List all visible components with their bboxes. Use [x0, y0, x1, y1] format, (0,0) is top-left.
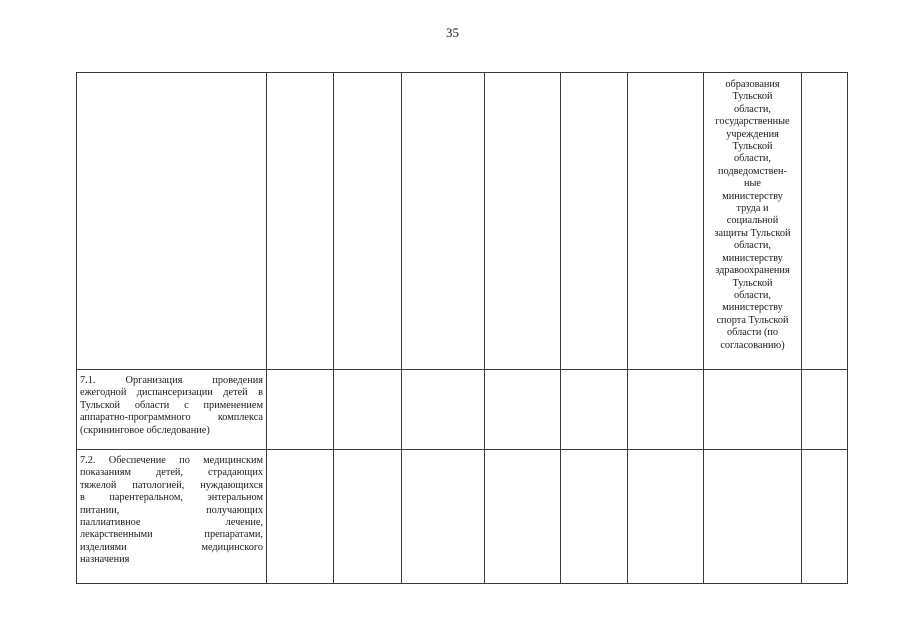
description-line: ежегодной диспансеризации детей в — [80, 387, 263, 399]
table-cell — [802, 450, 848, 584]
executor-line: министерству — [722, 190, 783, 202]
page-number: 35 — [446, 25, 459, 40]
executor-line: здравоохранения — [715, 265, 790, 277]
table-cell — [402, 73, 485, 370]
table-cell — [561, 450, 628, 584]
executor-line: спорта Тульской — [716, 314, 789, 326]
executor-line: труда и — [736, 203, 769, 215]
executor-line: учреждения — [726, 128, 779, 140]
description-line: питании, получающих — [80, 504, 263, 516]
executor-line: образования — [725, 79, 780, 90]
table-cell — [77, 73, 267, 370]
measure-description-7-1 — [77, 370, 267, 450]
executor-line: области, — [734, 240, 771, 252]
table-cell — [704, 370, 802, 450]
executor-line: защиты Тульской — [714, 227, 791, 239]
description-line: тяжелой патологией, нуждающихся — [80, 479, 263, 491]
table-cell — [628, 73, 704, 370]
executor-line: области, — [734, 289, 771, 301]
table-cell — [561, 73, 628, 370]
measure-description-7-2 — [77, 450, 267, 584]
executor-line: области (по — [726, 327, 779, 339]
executor-line: области, — [734, 103, 771, 115]
table-cell — [402, 370, 485, 450]
description-line: 7.2. Обеспечение по медицинским — [80, 455, 263, 466]
description-line: лекарственными препаратами, — [80, 529, 263, 541]
table-cell — [485, 450, 561, 584]
description-line: 7.1. Организация проведения — [80, 375, 263, 386]
table-cell — [267, 450, 334, 584]
executor-line: ные — [744, 178, 761, 190]
description-line: аппаратно-программного комплекса — [80, 412, 263, 424]
table-cell — [628, 370, 704, 450]
table-cell — [485, 370, 561, 450]
description-line: изделиями медицинского — [80, 541, 263, 553]
executor-line: согласованию) — [720, 339, 785, 351]
executor-line: Тульской — [732, 277, 773, 289]
description-line: в парентеральном, энтеральном — [80, 492, 263, 504]
table-cell — [485, 73, 561, 370]
executor-line: социальной — [726, 215, 779, 227]
table-cell — [704, 450, 802, 584]
table-row-7-2 — [77, 450, 848, 584]
table-cell — [334, 370, 402, 450]
table-row-7-1 — [77, 370, 848, 450]
executor-line: Тульской — [732, 141, 773, 153]
table-cell — [402, 450, 485, 584]
description-line: Тульской области с применением — [80, 399, 263, 411]
executors-cell — [704, 73, 802, 370]
table-cell — [802, 73, 848, 370]
executor-line: области, — [734, 153, 771, 165]
table-cell — [802, 370, 848, 450]
executor-line: министерству — [722, 252, 783, 264]
table-cell — [334, 73, 402, 370]
executor-line: государственные — [715, 116, 790, 128]
table-cell — [267, 73, 334, 370]
description-line: назначения — [80, 554, 130, 566]
table-cell — [561, 370, 628, 450]
table-cell — [334, 450, 402, 584]
description-line: (скрининговое обследование) — [80, 424, 210, 436]
executor-line: министерству — [722, 302, 783, 314]
description-line: показаниям детей, страдающих — [80, 467, 263, 479]
description-line: паллиативное лечение, — [80, 517, 263, 529]
table-cell — [628, 450, 704, 584]
executor-line: подведомствен- — [718, 165, 787, 177]
executor-line: Тульской — [732, 91, 773, 103]
continuation-row — [77, 73, 848, 370]
measures-table — [76, 72, 848, 584]
table-cell — [267, 370, 334, 450]
